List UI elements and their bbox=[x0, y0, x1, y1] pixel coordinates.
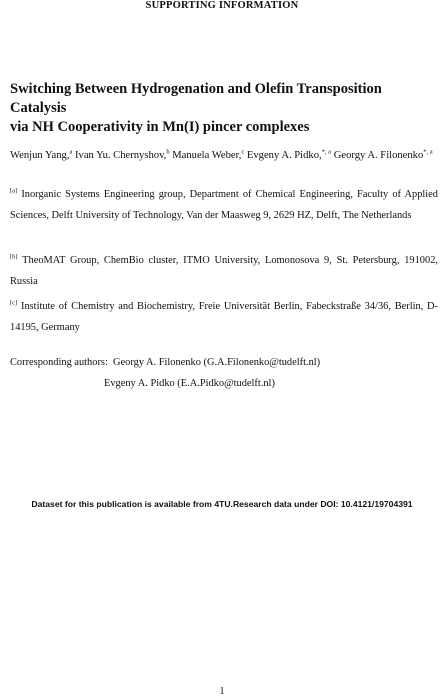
affiliation-b bbox=[10, 250, 438, 292]
author-name: Wenjun Yang, bbox=[10, 150, 70, 161]
affiliation-a bbox=[10, 184, 438, 226]
affiliation-c bbox=[10, 296, 438, 338]
author-affil-mark: a bbox=[69, 148, 73, 156]
author-list bbox=[10, 150, 440, 161]
paper-title bbox=[10, 80, 438, 137]
affiliation-marker: [b] bbox=[10, 253, 18, 261]
author-affil-mark: *, a bbox=[423, 148, 433, 156]
title-line-1: Switching Between Hydrogenation and Olefin Transposition Catalysis bbox=[10, 81, 382, 116]
affiliation-marker: [a] bbox=[10, 187, 18, 195]
page-header: SUPPORTING INFORMATION bbox=[145, 0, 299, 11]
affiliation-text: TheoMAT Group, ChemBio cluster, ITMO University, Lomonosova 9, St. Petersburg, 191002, Russia bbox=[10, 255, 438, 287]
page-number: 1 bbox=[219, 686, 225, 697]
author-name: Georgy A. Filonenko bbox=[331, 150, 424, 161]
author-name: Ivan Yu. Chernyshov, bbox=[72, 150, 167, 161]
author-affil-mark: b bbox=[166, 148, 170, 156]
author-affil-mark: *, a bbox=[321, 148, 332, 156]
corresponding-author-1[interactable]: Georgy A. Filonenko (G.A.Filonenko@tudelft.nl) bbox=[113, 357, 321, 368]
author-name: Manuela Weber, bbox=[169, 150, 242, 161]
corresponding-author-2[interactable]: Evgeny A. Pidko (E.A.Pidko@tudelft.nl) bbox=[104, 378, 275, 389]
corresponding-authors-line bbox=[10, 357, 320, 368]
affiliation-text: Inorganic Systems Engineering group, Department of Chemical Engineering, Faculty of Applied Sciences, Delft University of Technology, Van der Maasweg 9, 2629 HZ, Delft, The Netherlands bbox=[10, 189, 438, 221]
affiliation-marker: [c] bbox=[10, 299, 18, 307]
affiliation-text: Institute of Chemistry and Biochemistry, Freie Universität Berlin, Fabeckstraße 34/36, Berlin, D-14195, Germany bbox=[10, 301, 438, 333]
author-name: Evgeny A. Pidko, bbox=[244, 150, 322, 161]
dataset-note: Dataset for this publication is available from 4TU.Research data under DOI: 10.4121/19704391 bbox=[31, 499, 413, 509]
corresponding-label: Corresponding authors: bbox=[10, 357, 108, 368]
title-line-2: via NH Cooperativity in Mn(I) pincer complexes bbox=[10, 119, 310, 135]
author-affil-mark: c bbox=[241, 148, 245, 156]
